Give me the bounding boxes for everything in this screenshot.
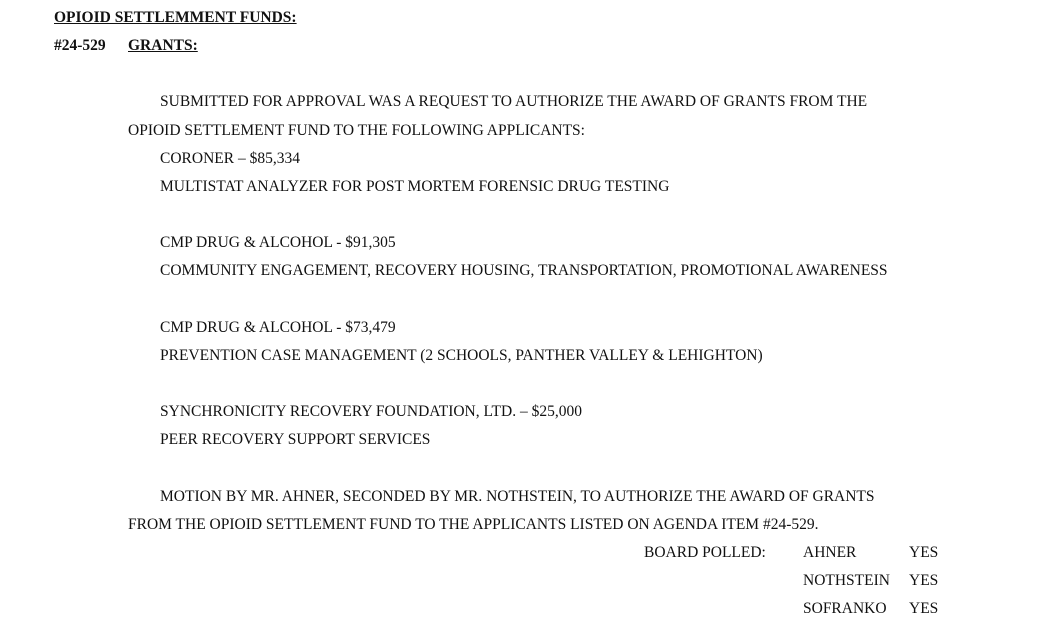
grant-purpose: PEER RECOVERY SUPPORT SERVICES: [160, 431, 431, 448]
grant-applicant: SYNCHRONICITY RECOVERY FOUNDATION, LTD. – $25,000: [160, 403, 582, 420]
item-number: #24-529: [54, 37, 106, 54]
poll-member-vote: YES: [909, 544, 939, 561]
motion-text-line-2: FROM THE OPIOID SETTLEMENT FUND TO THE APPLICANTS LISTED ON AGENDA ITEM #24-529.: [128, 516, 819, 533]
motion-text-line-1: MOTION BY MR. AHNER, SECONDED BY MR. NOTHSTEIN, TO AUTHORIZE THE AWARD OF GRANTS: [160, 488, 875, 505]
poll-member-vote: YES: [909, 600, 939, 617]
grant-purpose: PREVENTION CASE MANAGEMENT (2 SCHOOLS, PANTHER VALLEY & LEHIGHTON): [160, 347, 763, 364]
item-title: GRANTS:: [128, 37, 198, 54]
board-polled-label: BOARD POLLED:: [644, 544, 766, 561]
poll-member-name: SOFRANKO: [803, 600, 887, 617]
grant-purpose: MULTISTAT ANALYZER FOR POST MORTEM FORENSIC DRUG TESTING: [160, 178, 670, 195]
request-text-line-1: SUBMITTED FOR APPROVAL WAS A REQUEST TO AUTHORIZE THE AWARD OF GRANTS FROM THE: [160, 93, 868, 110]
request-text-line-2: OPIOID SETTLEMENT FUND TO THE FOLLOWING APPLICANTS:: [128, 122, 585, 139]
section-heading: OPIOID SETTLEMMENT FUNDS:: [54, 9, 297, 26]
grant-applicant: CMP DRUG & ALCOHOL - $73,479: [160, 319, 396, 336]
grant-applicant: CMP DRUG & ALCOHOL - $91,305: [160, 234, 396, 251]
poll-member-vote: YES: [909, 572, 939, 589]
poll-member-name: NOTHSTEIN: [803, 572, 890, 589]
grant-applicant: CORONER – $85,334: [160, 150, 300, 167]
poll-member-name: AHNER: [803, 544, 857, 561]
grant-purpose: COMMUNITY ENGAGEMENT, RECOVERY HOUSING, TRANSPORTATION, PROMOTIONAL AWARENESS: [160, 262, 888, 279]
